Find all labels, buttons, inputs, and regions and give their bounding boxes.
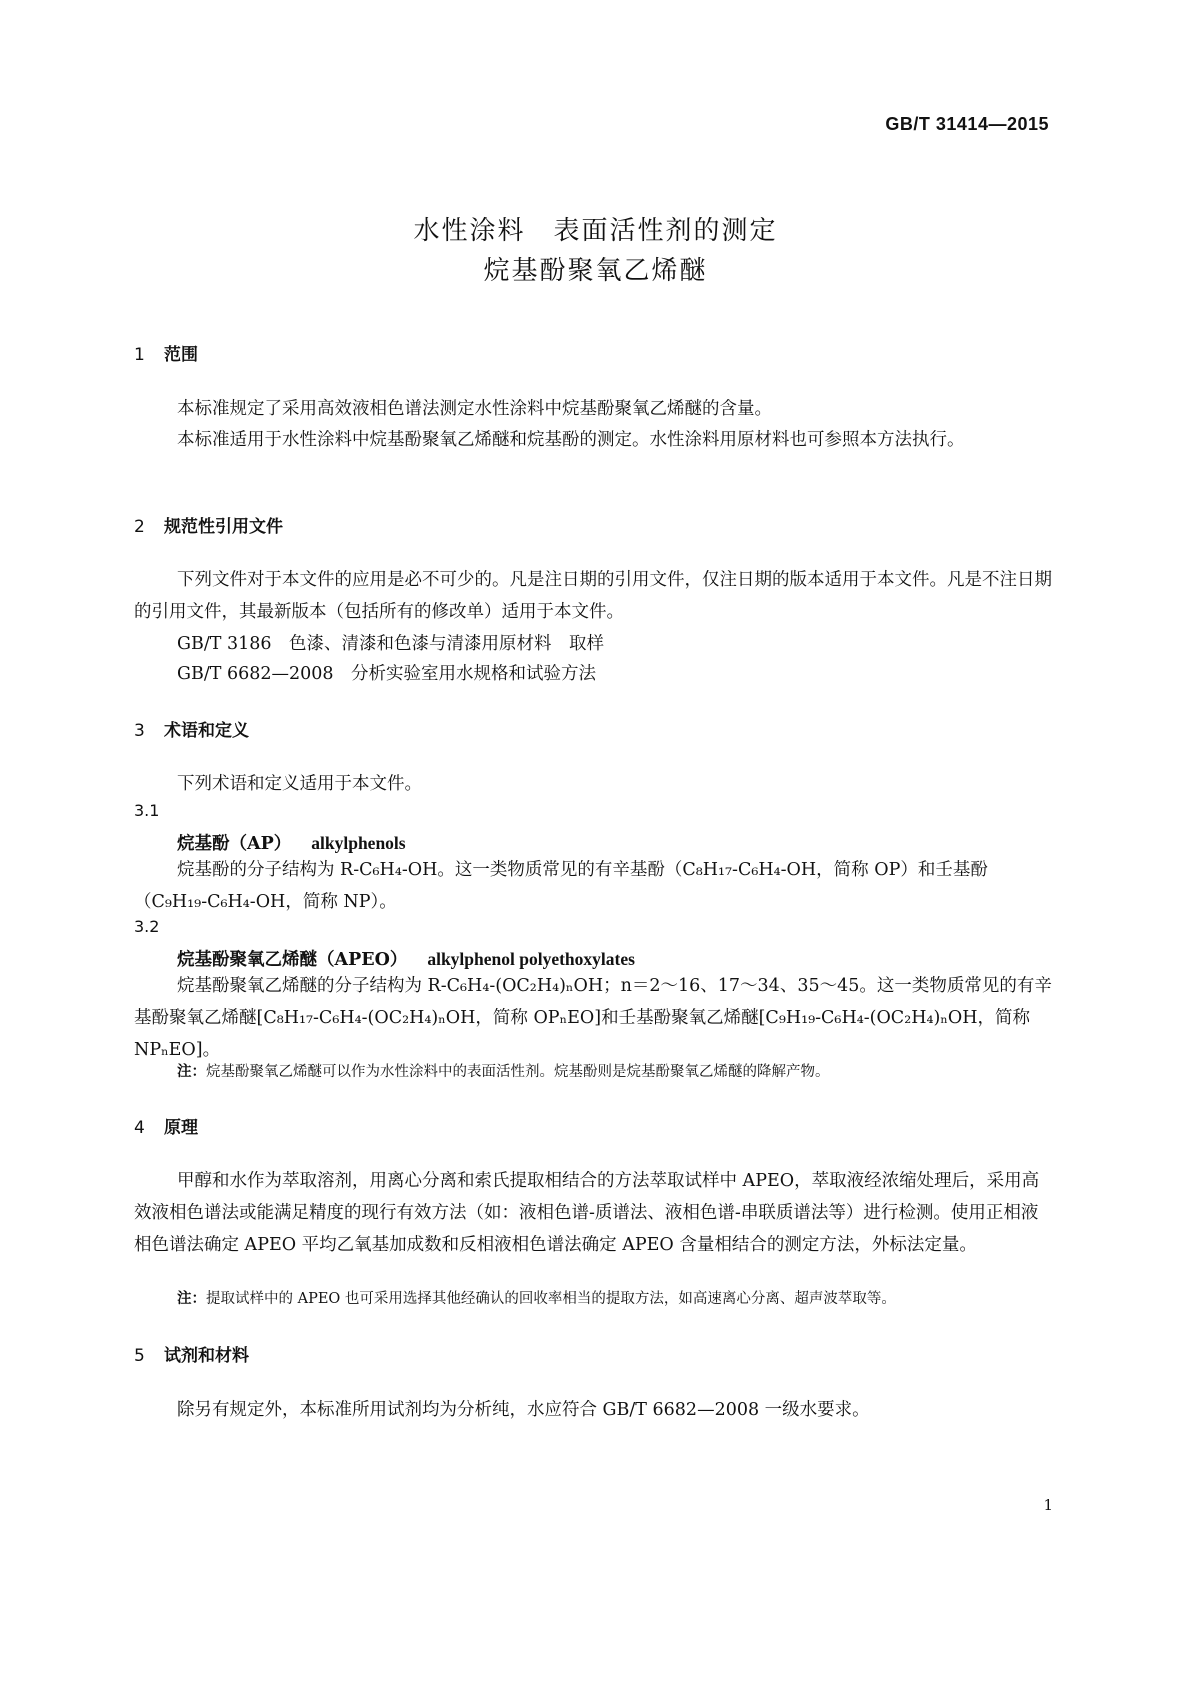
section-title: 范围 [164, 345, 198, 365]
normative-reference-2: GB/T 6682—2008 分析实验室用水规格和试验方法 [177, 664, 597, 684]
section-1-heading [134, 340, 198, 365]
standard-number: GB/T 31414—2015 [885, 114, 1049, 134]
term-3-1-definition: 烷基酚的分子结构为 R-C₆H₄-OH。这一类物质常见的有辛基酚（C₈H₁₇-C₆H₄-OH，简称 OP）和壬基酚（C₉H₁₉-C₆H₄-OH，简称 NP）。 [134, 860, 988, 912]
section-4-note: 注：提取试样中的 APEO 也可采用选择其他经确认的回收率相当的提取方法，如高速离心分离、超声波萃取等。 [177, 1291, 896, 1307]
section-4-heading: 4 原理 [134, 1118, 198, 1138]
page-number: 1 [1043, 1496, 1053, 1514]
section-number: 1 [134, 345, 145, 365]
term-3-1-title: 烷基酚（AP） alkylphenols [177, 833, 406, 854]
section-1-paragraph-1: 本标准规定了采用高效液相色谱法测定水性涂料中烷基酚聚氧乙烯醚的含量。 [177, 399, 772, 419]
section-1-paragraph-2: 本标准适用于水性涂料中烷基酚聚氧乙烯醚和烷基酚的测定。水性涂料用原材料也可参照本方法执行。 [177, 430, 965, 450]
section-5-heading: 5 试剂和材料 [134, 1346, 249, 1366]
section-2-heading: 2 规范性引用文件 [134, 517, 283, 537]
section-3-heading: 3 术语和定义 [134, 721, 249, 741]
document-title-line2: 烷基酚聚氧乙烯醚 [483, 256, 708, 286]
normative-reference-1: GB/T 3186 色漆、清漆和色漆与清漆用原材料 取样 [177, 634, 605, 654]
section-3-note: 注：烷基酚聚氧乙烯醚可以作为水性涂料中的表面活性剂。烷基酚则是烷基酚聚氧乙烯醚的降解产物。 [177, 1064, 830, 1080]
document-title-line1: 水性涂料 表面活性剂的测定 [413, 216, 778, 246]
section-3-intro: 下列术语和定义适用于本文件。 [177, 774, 422, 794]
section-2-paragraph-1: 下列文件对于本文件的应用是必不可少的。凡是注日期的引用文件，仅注日期的版本适用于本文件。凡是不注日期的引用文件，其最新版本（包括所有的修改单）适用于本文件。 [134, 570, 1052, 622]
term-3-2-number: 3.2 [134, 917, 160, 936]
section-4-paragraph-1: 甲醇和水作为萃取溶剂，用离心分离和索氏提取相结合的方法萃取试样中 APEO，萃取液经浓缩处理后，采用高效液相色谱法或能满足精度的现行有效方法（如：液相色谱-质谱法、液相色谱-串联质谱法等）进行检测。使用正相液相色谱法确定 APEO 平均乙氧基加成数和反相液相色谱法确定 APEO 含量相结合的测定方法，外标法定量。 [134, 1171, 1040, 1255]
section-5-paragraph-1: 除另有规定外，本标准所用试剂均为分析纯，水应符合 GB/T 6682—2008 一级水要求。 [177, 1400, 870, 1420]
term-3-1-number: 3.1 [134, 801, 160, 820]
term-3-2-definition: 烷基酚聚氧乙烯醚的分子结构为 R-C₆H₄-(OC₂H₄)ₙOH；n＝2～16、17～34、35～45。这一类物质常见的有辛基酚聚氧乙烯醚[C₈H₁₇-C₆H₄-(OC₂H₄)ₙOH，简称 OPₙEO]和壬基酚聚氧乙烯醚[C₉H₁₉-C₆H₄-(OC₂H₄)ₙOH，简称 NPₙEO]。 [134, 976, 1052, 1060]
term-3-2-title: 烷基酚聚氧乙烯醚（APEO） alkylphenol polyethoxylates [177, 949, 635, 970]
